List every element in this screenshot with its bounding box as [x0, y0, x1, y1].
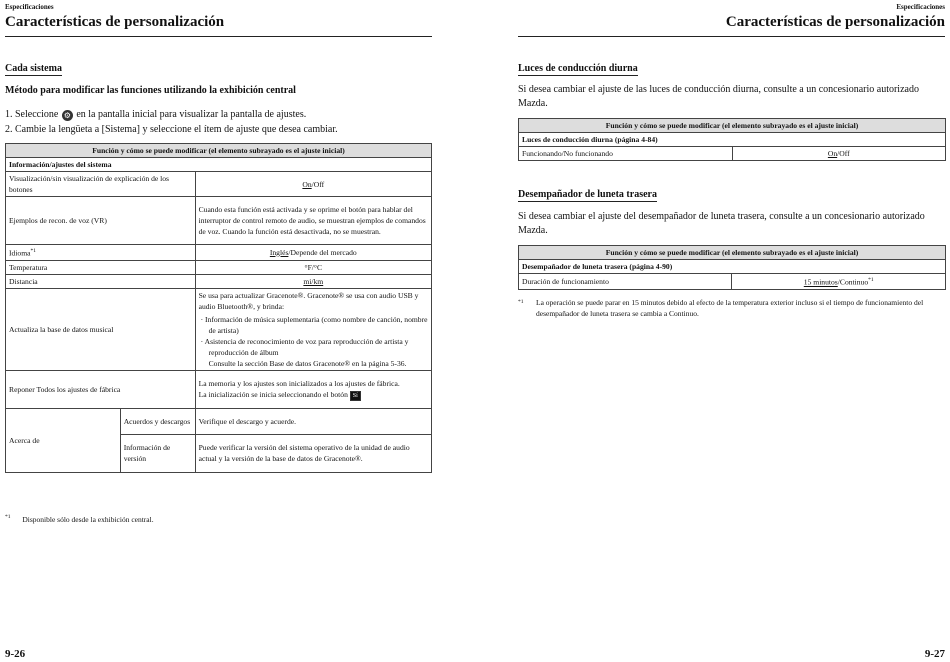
row-value: Puede verificar la versión del sistema operativo de la unidad de audio actual y la versión de la base de datos de Gracenote®. — [195, 434, 431, 472]
gear-icon: ⚙ — [63, 111, 71, 120]
running-header: Especificaciones — [896, 3, 945, 11]
default-value: On — [302, 179, 312, 189]
footnote-text: La operación se puede parar en 15 minutos debido al efecto de la temperatura exterior incluso si el tiempo de funcionamiento del desempañador de luneta trasera se cambia a Continuo. — [536, 298, 924, 318]
defogger-table — [518, 245, 946, 290]
step-1-post: en la pantalla inicial para visualizar la pantalla de ajustes. — [76, 109, 307, 120]
other-value: /Depende del mercado — [288, 247, 357, 257]
row-value: Verifique el descargo y acuerde. — [195, 408, 431, 434]
page-title: Características de personalización — [725, 14, 945, 30]
default-value: Inglés — [269, 247, 289, 257]
row-value — [195, 274, 431, 288]
row-label: Reponer Todos los ajustes de fábrica — [6, 370, 196, 408]
row-value-text: La inicialización se inicia seleccionando el botón — [198, 389, 348, 399]
row-value-line: Se usa para actualizar Gracenote®. Gracenote® se usa con audio USB y audio Bluetooth®, y brinda: — [198, 290, 419, 311]
row-label: Ejemplos de recon. de voz (VR) — [6, 197, 196, 245]
step-1 — [5, 109, 306, 121]
footnote-ref: *1 — [30, 248, 37, 254]
default-value: mi/km — [303, 276, 324, 286]
table-row — [6, 288, 432, 370]
row-value — [195, 288, 431, 370]
section-title: Desempañador de luneta trasera — [518, 189, 657, 200]
subheading: Método para modificar las funciones utilizando la exhibición central — [5, 85, 296, 96]
paragraph: Si desea cambiar el ajuste de las luces de conducción diurna, consulte a un concesionario autorizado Mazda. — [518, 84, 919, 109]
table-group: Desempañador de luneta trasera (página 4-90) — [519, 260, 946, 274]
table-row — [6, 197, 432, 245]
section-title: Luces de conducción diurna — [518, 63, 638, 74]
yes-button-glyph: Sí — [350, 391, 361, 401]
row-value — [732, 274, 946, 290]
default-value: 15 minutos — [803, 277, 838, 287]
running-header: Especificaciones — [5, 3, 54, 11]
section-title: Cada sistema — [5, 63, 62, 74]
title-rule — [518, 36, 945, 37]
row-value — [732, 147, 945, 161]
paragraph: Si desea cambiar el ajuste del desempañador de luneta trasera, consulte a un concesionario autorizado Mazda. — [518, 211, 925, 236]
table-row — [6, 172, 432, 197]
table-header: Función y cómo se puede modificar (el elemento subrayado es el ajuste inicial) — [519, 246, 946, 260]
row-label-text: Idioma — [9, 248, 31, 258]
row-value-line: La memoria y los ajustes son inicializados a los ajustes de fábrica. — [198, 378, 400, 388]
table-row — [6, 408, 432, 434]
row-sublabel: Información de versión — [120, 434, 195, 472]
row-label: Distancia — [6, 274, 196, 288]
step-2: 2. Cambie la lengüeta a [Sistema] y seleccione el ítem de ajuste que desea cambiar. — [5, 124, 338, 135]
footnote — [5, 512, 430, 525]
row-label: Actualiza la base de datos musical — [6, 288, 196, 370]
row-label: Visualización/sin visualización de explicación de los botones — [6, 172, 196, 197]
row-value: °F/°C — [195, 260, 431, 274]
row-value — [195, 172, 431, 197]
page-reference: Consulte la sección Base de datos Gracenote® en la página 5-36. — [208, 358, 407, 368]
table-header: Función y cómo se puede modificar (el elemento subrayado es el ajuste inicial) — [6, 144, 432, 158]
title-rule — [5, 36, 432, 37]
row-sublabel: Acuerdos y descargos — [120, 408, 195, 434]
footnote-mark: *1 — [518, 299, 524, 305]
default-value: On — [827, 149, 838, 158]
row-value — [195, 370, 431, 408]
row-value: Cuando esta función está activada y se oprime el botón para hablar del interruptor de control remoto de audio, se muestran ejemplos de comandos de voz. Cuando la función está desactivada, no se muestran. — [195, 197, 431, 245]
table-group: Luces de conducción diurna (página 4-84) — [519, 133, 946, 147]
settings-table — [5, 143, 432, 473]
bullet-list — [199, 314, 428, 358]
row-value — [195, 245, 431, 261]
table-row — [519, 274, 946, 290]
list-item: · Asistencia de reconocimiento de voz para reproducción de artista y reproducción de álbum — [200, 336, 409, 357]
row-value-line — [199, 389, 428, 401]
row-label — [6, 245, 196, 261]
page-number: 9-26 — [5, 648, 26, 660]
row-label: Funcionando/No funcionando — [519, 147, 733, 161]
footnote-text: Disponible sólo desde la exhibición central. — [22, 514, 154, 524]
table-group: Información/ajustes del sistema — [6, 158, 432, 172]
page-number: 9-27 — [924, 648, 945, 660]
footnote-mark: *1 — [5, 514, 11, 520]
other-value: /Off — [837, 149, 850, 158]
row-label: Duración de funcionamiento — [519, 274, 732, 290]
table-row — [6, 370, 432, 408]
page-title: Características de personalización — [5, 14, 225, 30]
other-value: /Continuo — [837, 277, 869, 287]
drl-table — [518, 118, 946, 161]
footnote-ref: *1 — [868, 277, 874, 283]
table-row — [519, 147, 946, 161]
list-item: · Información de música suplementaria (como nombre de canción, nombre de artista) — [200, 314, 428, 335]
row-label: Temperatura — [6, 260, 196, 274]
row-label: Acerca de — [6, 408, 121, 472]
other-value: /Off — [311, 179, 325, 189]
footnote — [518, 297, 943, 319]
table-row — [6, 245, 432, 261]
step-1-pre: 1. Seleccione — [5, 109, 59, 120]
table-row — [6, 260, 432, 274]
right-page — [475, 0, 950, 662]
table-row — [6, 274, 432, 288]
table-header: Función y cómo se puede modificar (el elemento subrayado es el ajuste inicial) — [519, 119, 946, 133]
